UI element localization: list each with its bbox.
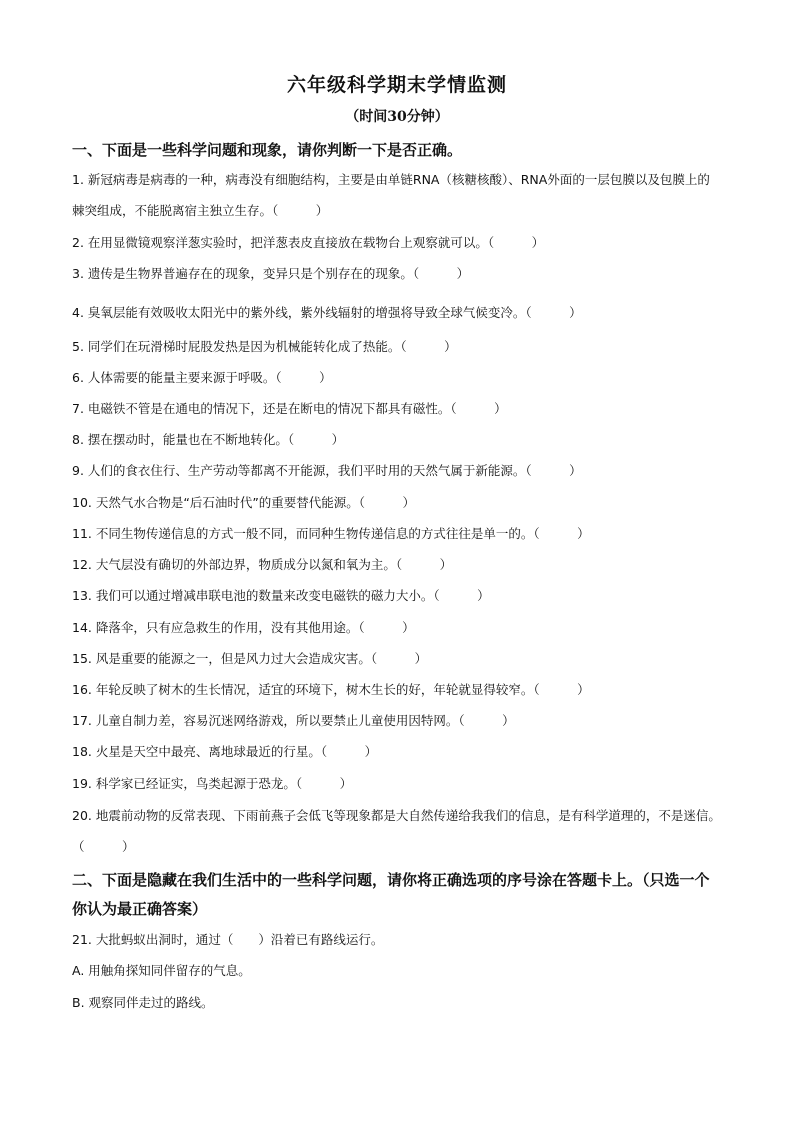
question-6: 6. 人体需要的能量主要来源于呼吸。（ ） (72, 370, 332, 385)
question-3: 3. 遗传是生物界普遍存在的现象，变异只是个别存在的现象。（ ） (72, 266, 470, 281)
option-a: A. 用触角探知同伴留存的气息。 (72, 963, 251, 978)
question-19: 19. 科学家已经证实，鸟类起源于恐龙。（ ） (72, 776, 353, 791)
question-16: 16. 年轮反映了树木的生长情况，适宜的环境下，树木生长的好，年轮就显得较窄。（ ） (72, 682, 590, 697)
question-18: 18. 火星是天空中最亮、离地球最近的行星。（ ） (72, 744, 378, 759)
question-20: 20. 地震前动物的反常表现、下雨前燕子会低飞等现象都是大自然传递给我我们的信息，是有科学道理的，不是迷信。（ ） (72, 808, 721, 854)
question-15: 15. 风是重要的能源之一，但是风力过大会造成灾害。（ ） (72, 651, 428, 666)
section-1-heading: 一、下面是一些科学问题和现象，请你判断一下是否正确。 (72, 141, 463, 159)
question-5: 5. 同学们在玩滑梯时屁股发热是因为机械能转化成了热能。（ ） (72, 339, 457, 354)
question-12: 12. 大气层没有确切的外部边界，物质成分以氮和氧为主。（ ） (72, 557, 453, 572)
question-11: 11. 不同生物传递信息的方式一般不同，而同种生物传递信息的方式往往是单一的。（ ） (72, 526, 590, 541)
question-8: 8. 摆在摆动时，能量也在不断地转化。（ ） (72, 432, 345, 447)
question-21: 21. 大批蚂蚁出洞时，通过（ ）沿着已有路线运行。 (72, 932, 384, 947)
section-2-heading: 二、下面是隐藏在我们生活中的一些科学问题，请你将正确选项的序号涂在答题卡上。（只选一个你认为最正确答案） (72, 871, 710, 918)
question-1: 1. 新冠病毒是病毒的一种，病毒没有细胞结构，主要是由单链RNA（核糖核酸）、RNA外面的一层包膜以及包膜上的棘突组成，不能脱离宿主独立生存。（ ） (72, 172, 710, 218)
question-4: 4. 臭氧层能有效吸收太阳光中的紫外线，紫外线辐射的增强将导致全球气候变冷。（ ） (72, 305, 582, 320)
question-9: 9. 人们的食衣住行、生产劳动等都离不开能源，我们平时用的天然气属于新能源。（ ） (72, 463, 582, 478)
page-title: 六年级科学期末学情监测 (286, 74, 507, 96)
question-2: 2. 在用显微镜观察洋葱实验时，把洋葱表皮直接放在载物台上观察就可以。（ ） (72, 235, 545, 250)
question-10: 10. 天然气水合物是“后石油时代”的重要替代能源。（ ） (72, 495, 416, 510)
question-7: 7. 电磁铁不管是在通电的情况下，还是在断电的情况下都具有磁性。（ ） (72, 401, 507, 416)
page-subtitle: （时间30分钟） (345, 109, 449, 125)
question-17: 17. 儿童自制力差，容易沉迷网络游戏，所以要禁止儿童使用因特网。（ ） (72, 713, 515, 728)
question-13: 13. 我们可以通过增减串联电池的数量来改变电磁铁的磁力大小。（ ） (72, 588, 490, 603)
option-b: B. 观察同伴走过的路线。 (72, 995, 214, 1010)
question-14: 14. 降落伞，只有应急救生的作用，没有其他用途。（ ） (72, 620, 415, 635)
